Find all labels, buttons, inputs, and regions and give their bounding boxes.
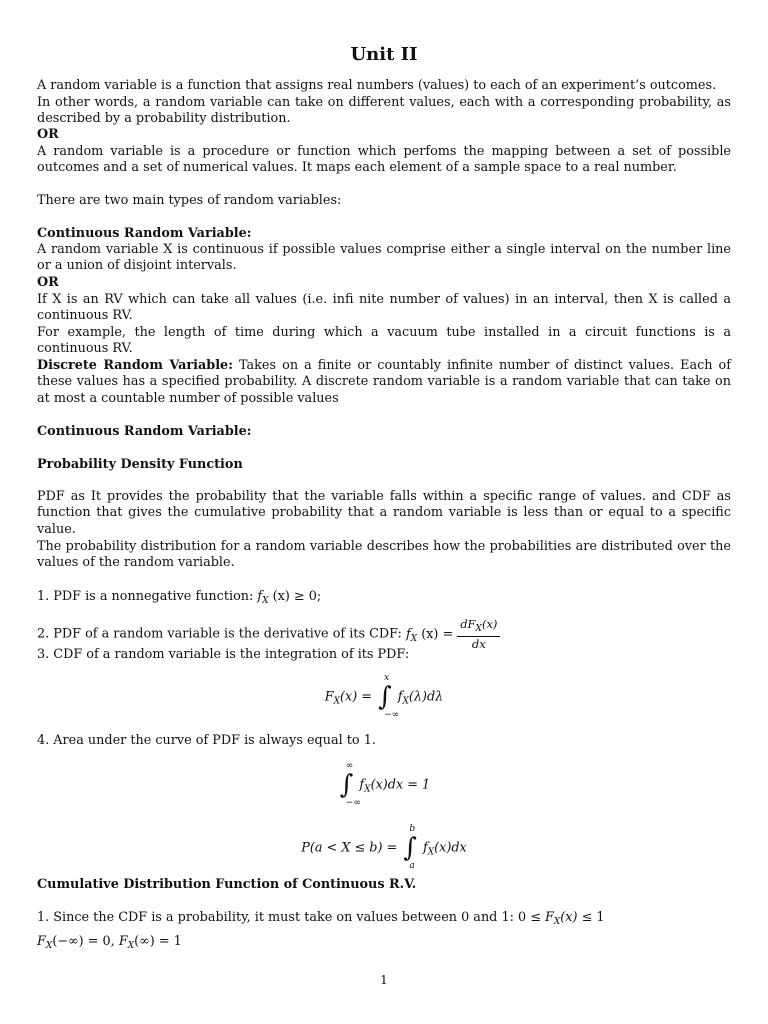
pdf-item-1-text: 1. PDF is a nonnegative function: — [37, 589, 254, 604]
pdf-paragraph-1: PDF as It provides the probability that the variable falls within a specific range of values. and CDF as function that gives the cumulative probability that a random variable is less than or equal to a specific value. — [37, 489, 731, 537]
page-number: 1 — [380, 973, 388, 987]
formula-cdf-limits: $F_X(-\infty) = 0$, $F_X(\infty) = 1$ — [37, 934, 182, 951]
discrete-heading: Discrete Random Variable: — [37, 358, 233, 373]
discrete-paragraph — [37, 358, 731, 407]
pdf-item-1 — [37, 589, 731, 609]
formula-cdf-integral: $F_X(x)$ = ∫ x −∞ $f_X(\lambda)d\lambda$ — [324, 673, 444, 720]
formula-cdf-range: $0 \le F_X(x) \le 1$ — [517, 910, 605, 927]
continuous-paragraph-2: If X is an RV which can take all values (i.e. infi nite number of values) in an interval, then X is called a continuous RV. — [37, 292, 731, 324]
formula-probability-interval: P(a < X ≤ b) = ∫ b a $f_X(x)dx$ — [301, 824, 467, 871]
formula-derivative: $f_X$ (x) = $\frac{dF_X(x)}{dx}$ — [406, 627, 500, 642]
continuous-paragraph-3: For example, the length of time during which a vacuum tube installed in a circuit functions is a continuous RV. — [37, 325, 731, 357]
pdf-paragraph-2: The probability distribution for a random variable describes how the probabilities are distributed over the values of the random variable. — [37, 539, 731, 571]
discrete-text: Takes on a finite or countably infinite number of distinct values. Each of these values has a specified probability. A discrete random variable is a random variable that can take on at most a countable number of possible values — [37, 358, 731, 406]
page-title: Unit II — [350, 44, 418, 65]
pdf-heading: Probability Density Function — [37, 457, 243, 472]
cdf-item-1 — [37, 910, 731, 930]
or-label-1: OR — [37, 127, 59, 142]
formula-area-one: ∫ ∞ −∞ $f_X(x)dx = 1$ — [339, 761, 431, 808]
continuous-heading-2: Continuous Random Variable: — [37, 424, 252, 439]
cdf-item-1-text: 1. Since the CDF is a probability, it must take on values between 0 and 1: — [37, 910, 514, 925]
intro-paragraph-2: In other words, a random variable can take on different values, each with a corresponding probability, as described by a probability distribution. — [37, 95, 731, 127]
intro-paragraph-3: A random variable is a procedure or function which perfoms the mapping between a set of possible outcomes and a set of numerical values. It maps each element of a sample space to a real number. — [37, 144, 731, 176]
intro-paragraph-4: There are two main types of random variables: — [37, 193, 342, 208]
or-label-2: OR — [37, 275, 59, 290]
cdf-heading: Cumulative Distribution Function of Continuous R.V. — [37, 877, 417, 892]
continuous-paragraph-1: A random variable X is continuous if possible values comprise either a single interval on the number line or a union of disjoint intervals. — [37, 242, 731, 274]
continuous-heading: Continuous Random Variable: — [37, 226, 252, 241]
pdf-item-2 — [37, 617, 731, 651]
pdf-item-2-text: 2. PDF of a random variable is the derivative of its CDF: — [37, 626, 402, 642]
pdf-item-4: 4. Area under the curve of PDF is always equal to 1. — [37, 733, 376, 748]
formula-nonnegative: $f_X$ (x) ≥ 0; — [257, 589, 322, 606]
pdf-item-3: 3. CDF of a random variable is the integration of its PDF: — [37, 647, 410, 662]
intro-paragraph-1: A random variable is a function that assigns real numbers (values) to each of an experiment’s outcomes. — [37, 78, 717, 93]
